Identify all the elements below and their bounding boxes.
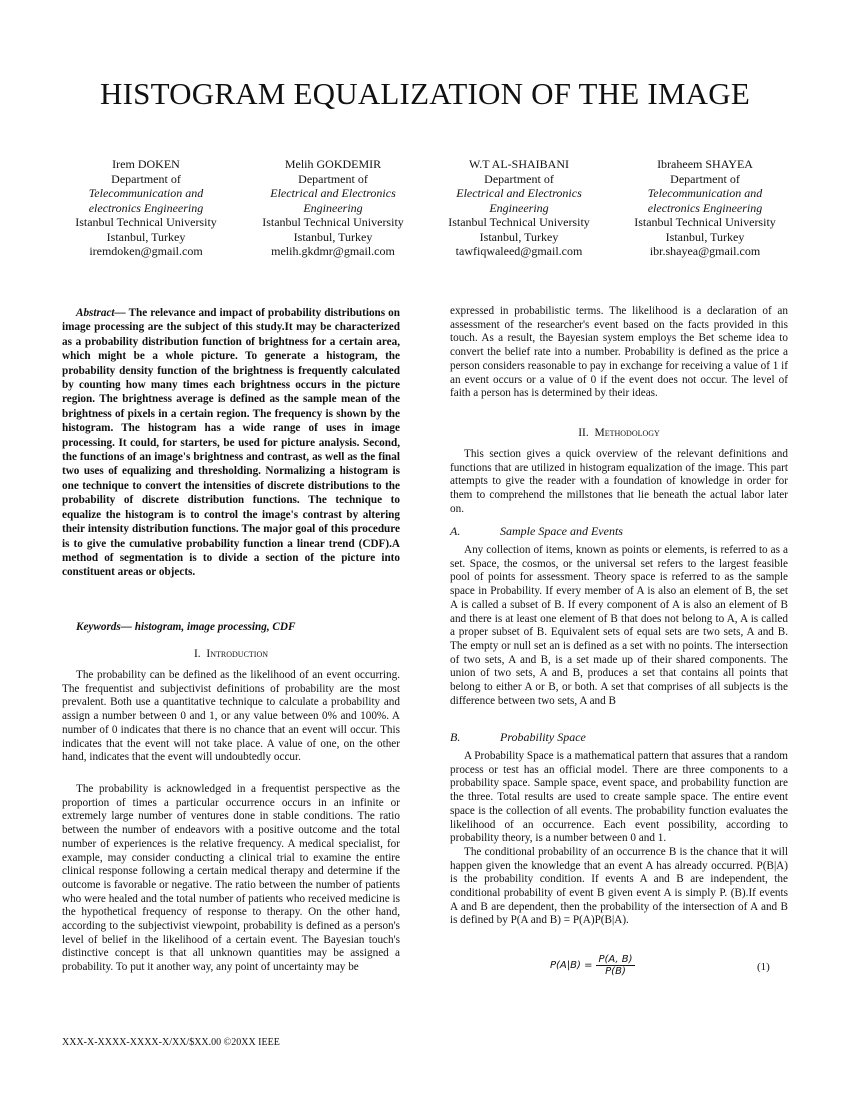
paragraph: The probability is acknowledged in a frequentist perspective as the proportion of times a particular occurrence occurs in an infinite or extremely large number of ventures done in stable conditions. The ratio between the number of endeavors with a positive outcome and the total number of experiences is the relative frequency. A medical specialist, for example, may consider conducting a clinical trial to examine the entire clinical response following a certain medical therapy and determine if the outcome is favorable or negative. The ratio between the number of patients who were healed and the total number of patients who received medicine is the hypothetical frequency of response to therapy. On the other hand, according to the subjectivist viewpoint, probability is defined as a person's level of belief in the likelihood of a certain event. The Bayesian touch's distinctive concept is that all unknown quantities may be assigned a probability. To put it another way, any point of uncertainty may be [62, 783, 400, 974]
abstract [62, 306, 400, 580]
subsection-a-paragraph [450, 544, 788, 708]
equation-1 [550, 954, 635, 977]
paragraph: The conditional probability of an occurrence B is the chance that it will happen given the knowledge that an event A has already occurred. P(B|A) is the probability condition. If events A and B are independent, the conditional probability of event B given event A is simply P. (B).If events A and B are dependent, then the probability of the intersection of A and B is defined by P(A and B) = P(A)P(B|A). [450, 845, 788, 927]
author-location: Istanbul, Turkey [665, 229, 745, 244]
paragraph: The probability can be defined as the likelihood of an event occurring. The frequentist and subjectivist definitions of probability are the most prevalent. Both use a quantitative technique to calculate a probability and assign a number between 0 and 1, or any value between 0% and 100%. A number of 0 indicates that there is no chance that an event will occur. This indicates that the event will not take place. A value of one, on the other hand, indicates that the event will undoubtedly occur. [62, 669, 400, 764]
author-field: Electrical and Electronics [270, 186, 396, 200]
subsection-title: Sample Space and Events [500, 524, 623, 538]
author-field: Engineering [303, 200, 363, 215]
author-block [238, 157, 428, 259]
author-field: Engineering [489, 200, 549, 215]
section-heading-methodology [450, 427, 788, 441]
paper-title: HISTOGRAM EQUALIZATION OF THE IMAGE [100, 76, 750, 111]
paragraph: This section gives a quick overview of the relevant definitions and functions that are utilized in histogram equalization of the image. This part attempts to give the reader with a foundation of knowledge in order for them to comprehend the millstones that lie beneath the actual labor later on. [450, 448, 788, 515]
author-dept: Department of [111, 171, 181, 186]
author-email[interactable]: tawfiqwaleed@gmail.com [455, 244, 583, 258]
author-block [610, 157, 800, 259]
subsection-label: A. [450, 524, 461, 538]
author-university: Istanbul Technical University [75, 215, 217, 229]
intro-paragraph-1 [62, 669, 400, 765]
author-dept: Department of [670, 171, 740, 186]
section-heading-introduction [62, 648, 400, 662]
author-university: Istanbul Technical University [262, 215, 404, 229]
paragraph: expressed in probabilistic terms. The likelihood is a declaration of an assessment of the researcher's event based on the facts provided in this touch. As a result, the Bayesian system employs the Bet scheme idea to convert the belief rate into a number. Probability is defined as the price a person considers reasonable to pay in exchange for receiving a value of 1 if an event occurs or a value of 0 if the event does not occur. The level of faith a person has is determined by their ideas. [450, 305, 788, 400]
author-location: Istanbul, Turkey [293, 229, 373, 244]
intro-paragraph-3 [450, 305, 788, 401]
intro-paragraph-2 [62, 783, 400, 975]
author-name: Irem DOKEN [112, 157, 180, 171]
footer-copyright: XXX-X-XXXX-XXXX-X/XX/$XX.00 ©20XX IEEE [62, 1037, 280, 1048]
subsection-label: B. [450, 730, 461, 744]
author-dept: Department of [298, 171, 368, 186]
section-number: II. [578, 427, 589, 439]
author-field: electronics Engineering [647, 200, 763, 215]
author-email[interactable]: ibr.shayea@gmail.com [649, 244, 761, 258]
author-field: Electrical and Electronics [456, 186, 582, 200]
author-field: Telecommunication and [88, 186, 204, 200]
author-field: Telecommunication and [647, 186, 763, 200]
paragraph: A Probability Space is a mathematical pattern that assures that a random process or test has an official model. There are three components to a probability space. Sample space, event space, and probability function are the three. Total results are used to create sample space. The entire event space is the collection of all events. The probability function evaluates the likelihood of an occurrence. Each event possibility, according to probability theory, is a number between 0 and 1. [450, 750, 788, 845]
section-title: Methodology [594, 427, 660, 439]
author-location: Istanbul, Turkey [479, 229, 559, 244]
equation-number: (1) [757, 961, 770, 973]
author-block [51, 157, 241, 259]
section-title: Introduction [206, 648, 269, 660]
paragraph: Any collection of items, known as points or elements, is referred to as a set. Space, the cosmos, or the universal set refers to the largest feasible pool of points for assessment. Theory space is referred to as the sample space in Probability. If every member of A is also an element of B, the set A is called a subset of B. If every component of A is also an element of B and there is at least one element of B that does not belong to A, A is called a proper subset of B. Equivalent sets of equal sets are two sets, A and B. The empty or null set an is defined as a set with no points. The intersection of two sets, A and B, is a set made up of their shared components. The union of two sets, A and B, produces a set that contains all points that belong to either A or B, or both. A set that comprises of all subjects is the difference between two sets, A and B [450, 544, 788, 707]
subsection-heading-b [450, 731, 788, 745]
methodology-paragraph [450, 448, 788, 517]
section-number: I. [193, 648, 201, 660]
author-university: Istanbul Technical University [634, 215, 776, 229]
keywords: Keywords— histogram, image processing, CDF [76, 621, 296, 633]
author-field: electronics Engineering [88, 200, 204, 215]
author-university: Istanbul Technical University [448, 215, 590, 229]
author-block [424, 157, 614, 259]
equation-denominator: P(B) [605, 966, 626, 977]
equation-numerator: P(A, B) [598, 954, 633, 965]
abstract-text: The relevance and impact of probability distributions on image processing are the subject of this study.It may be characterized as a probability distribution function of brightness for a certain area, which might be a whole picture. To generate a histogram, the probability density function of the brightness is frequently calculated by counting how many times each brightness occurs in the picture region. The brightness average is defined as the sample mean of the brightness of pixels in a certain region. The frequency is shown by the histogram. The histogram has a wide range of uses in image processing. It could, for starters, be used for picture analysis. Second, the functions of an image's brightness and contrast, as well as the final two uses of equalizing and thresholding. Normalizing a histogram is one technique to convert the intensities of discrete distributions to the probability of discrete distribution functions. The technique to equalize the histogram is to control the image's contrast by altering their intensity distribution functions. The major goal of this procedure is to give the cumulative probability function a linear trend (CDF).A method of segmentation is to divide a section of the picture into constituent areas or objects. [62, 307, 400, 579]
subsection-b-paragraphs [450, 750, 788, 928]
author-name: Ibraheem SHAYEA [657, 157, 753, 171]
author-name: W.T AL-SHAIBANI [468, 157, 569, 171]
subsection-heading-a [450, 525, 788, 539]
author-name: Melih GOKDEMIR [284, 157, 382, 171]
author-dept: Department of [484, 171, 554, 186]
subsection-title: Probability Space [500, 730, 586, 744]
author-email[interactable]: iremdoken@gmail.com [89, 244, 203, 258]
author-email[interactable]: melih.gkdmr@gmail.com [271, 244, 395, 258]
equation-lhs: P(A|B) = [550, 960, 593, 971]
abstract-label: Abstract— [76, 307, 126, 319]
equation-fraction [596, 954, 634, 977]
author-location: Istanbul, Turkey [106, 229, 186, 244]
